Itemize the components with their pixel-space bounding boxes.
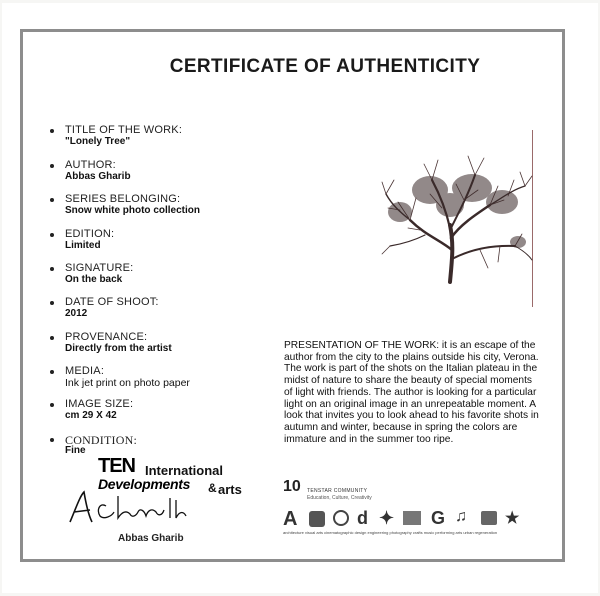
field-value: On the back bbox=[65, 274, 123, 285]
field-value: "Lonely Tree" bbox=[65, 136, 131, 147]
field-value: Abbas Gharib bbox=[65, 171, 131, 182]
ten-logo-international: International bbox=[145, 463, 224, 478]
bullet-icon bbox=[50, 370, 54, 374]
bullet-icon bbox=[50, 164, 54, 168]
bullet-icon bbox=[50, 336, 54, 340]
community-discipline-labels: architecture visual arts cinematographic design engineering photography crafts music performing arts urban regeneration bbox=[283, 530, 498, 535]
photography-icon bbox=[403, 511, 421, 525]
field-label: IMAGE SIZE: bbox=[65, 398, 134, 410]
ten-logo-arts: arts bbox=[218, 482, 242, 497]
bullet-icon bbox=[50, 438, 54, 442]
field-label: AUTHOR: bbox=[65, 159, 116, 171]
field-label: PROVENANCE: bbox=[65, 331, 148, 343]
design-icon: d bbox=[357, 508, 368, 528]
bullet-icon bbox=[50, 233, 54, 237]
field-label: SERIES BELONGING: bbox=[65, 193, 181, 205]
field-value: Ink jet print on photo paper bbox=[65, 377, 190, 389]
visual-arts-icon bbox=[309, 511, 325, 527]
urban-regeneration-icon: ★ bbox=[505, 510, 520, 527]
field-label: EDITION: bbox=[65, 228, 115, 240]
performing-arts-icon bbox=[481, 511, 497, 525]
field-label: TITLE OF THE WORK: bbox=[65, 124, 183, 136]
ten-logo-ampersand: & bbox=[208, 481, 217, 495]
community-tagline: Education, Culture, Creativity bbox=[307, 495, 372, 501]
signer-name: Abbas Gharib bbox=[118, 533, 184, 544]
field-label: SIGNATURE: bbox=[65, 262, 134, 274]
bullet-icon bbox=[50, 198, 54, 202]
field-value: Directly from the artist bbox=[65, 343, 172, 354]
tenstar-community-logo bbox=[283, 478, 543, 548]
field-label: CONDITION: bbox=[65, 433, 137, 447]
bullet-icon bbox=[50, 301, 54, 305]
architecture-icon: A bbox=[283, 508, 298, 530]
certificate-title: CERTIFICATE OF AUTHENTICITY bbox=[169, 56, 481, 77]
field-value: 2012 bbox=[65, 308, 88, 319]
bullet-icon bbox=[50, 267, 54, 271]
engineering-icon: ✦ bbox=[379, 508, 395, 528]
handwritten-signature bbox=[66, 488, 226, 528]
bullet-icon bbox=[50, 403, 54, 407]
cinematographic-icon bbox=[333, 510, 349, 526]
bullet-icon bbox=[50, 129, 54, 133]
community-discipline-icons bbox=[283, 508, 543, 530]
field-label: MEDIA: bbox=[65, 365, 105, 377]
field-value: Fine bbox=[65, 445, 86, 456]
crafts-icon: G bbox=[431, 508, 446, 528]
field-value: cm 29 X 42 bbox=[65, 410, 117, 421]
ten-logo-developments: Developments bbox=[98, 476, 191, 492]
field-value: Snow white photo collection bbox=[65, 205, 200, 216]
community-name: TENSTAR COMMUNITY bbox=[307, 488, 368, 494]
presentation-text: PRESENTATION OF THE WORK: it is an escape of the author from the city to the plains outside his city, Verona. The work is part of the shots on the Italian plateau in the midst of nature to share the beauty of special moments of light with friends. The author is looking for a particular light on an original image in an unrepeatable moment. A look that invites you to look ahead to his favorite shots in autumn and winter, because in spring the colors are immature and in the summer too ripe. bbox=[284, 340, 539, 445]
ten-logo-mark: TEN bbox=[98, 455, 135, 477]
field-label: DATE OF SHOOT: bbox=[65, 296, 159, 308]
field-value: Limited bbox=[65, 240, 101, 251]
music-icon: ♫ bbox=[455, 508, 467, 525]
lonely-tree-photo bbox=[380, 150, 535, 290]
community-number: 10 bbox=[283, 478, 301, 495]
